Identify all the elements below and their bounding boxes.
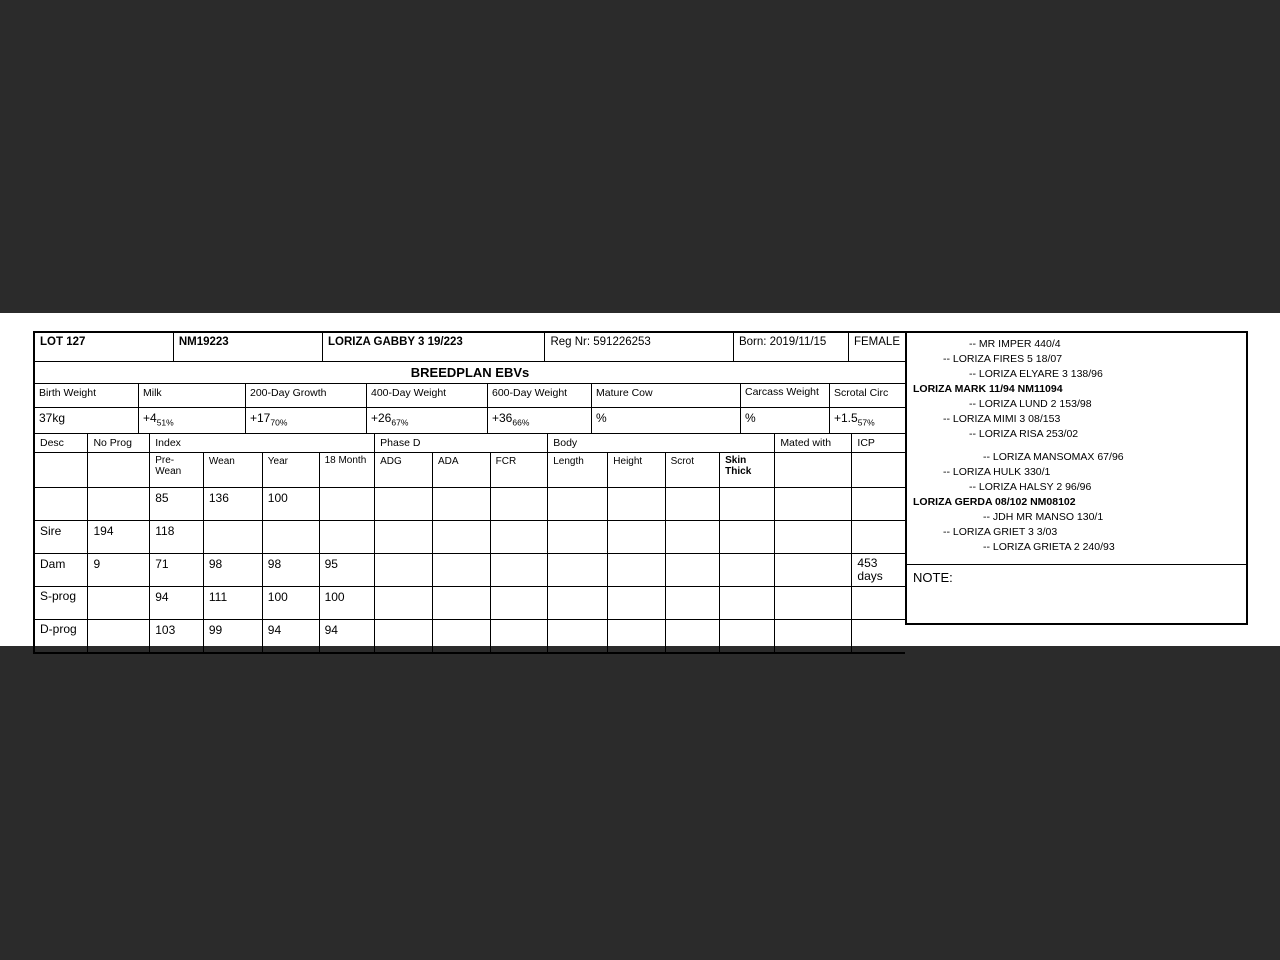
ebv-col-scrotal-circ: Scrotal Circ (830, 384, 906, 408)
row-skin-thick (720, 488, 775, 521)
row-no-prog: 194 (88, 521, 150, 554)
perf-col-year: Year (262, 453, 319, 488)
ebv-val-600-day-weight: $+36_{66\%}$ (488, 408, 592, 434)
ebv-col-birth-weight: Birth Weight (35, 384, 139, 408)
row-desc: S-prog (35, 587, 88, 620)
row-length (548, 554, 608, 587)
pedigree-line: -- LORIZA HULK 330/1 (943, 466, 1051, 478)
perf-group-header-row (35, 434, 905, 453)
pedigree-line: -- JDH MR MANSO 130/1 (983, 511, 1104, 523)
ebv-val-scrotal-circ: $+1.5_{57\%}$ (830, 408, 906, 434)
row-pre-wean: 118 (150, 521, 204, 554)
ebv-col-milk: Milk (139, 384, 246, 408)
row-year (262, 521, 319, 554)
row-skin-thick (720, 521, 775, 554)
perf-col-length: Length (548, 453, 608, 488)
animal-data-card (33, 331, 905, 654)
row-year: 94 (262, 620, 319, 653)
row-mated-with (775, 521, 852, 554)
row-scrot (665, 587, 720, 620)
birth-date: Born: 2019/11/15 (733, 333, 848, 362)
row-length (548, 521, 608, 554)
perf-col-wean: Wean (203, 453, 262, 488)
perf-col-scrot: Scrot (665, 453, 720, 488)
row-icp: 453 days (852, 554, 905, 587)
row-pre-wean: 94 (150, 587, 204, 620)
row-adg (375, 521, 433, 554)
row-no-prog: 9 (88, 554, 150, 587)
row-fcr (490, 488, 548, 521)
ebv-val-milk: $+4_{51\%}$ (139, 408, 246, 434)
row-fcr (490, 587, 548, 620)
row-year: 100 (262, 587, 319, 620)
row-18-month (319, 488, 375, 521)
row-mated-with (775, 554, 852, 587)
row-fcr (490, 620, 548, 653)
row-height (608, 587, 665, 620)
perf-col-ada: ADA (433, 453, 491, 488)
ebv-val-carcass-weight: % (741, 408, 830, 434)
row-fcr (490, 554, 548, 587)
row-wean: 111 (203, 587, 262, 620)
pedigree-line: -- LORIZA LUND 2 153/98 (969, 398, 1092, 410)
perf-col-mated-with: Mated with (775, 434, 852, 453)
perf-col-desc: Desc (35, 434, 88, 453)
row-icp (852, 620, 905, 653)
perf-col-icp: ICP (852, 434, 905, 453)
perf-group-phase-d: Phase D (375, 434, 548, 453)
ebv-val-400-day-weight: $+26_{67\%}$ (367, 408, 488, 434)
lot-number: LOT 127 (35, 333, 173, 362)
pedigree-line: -- LORIZA FIRES 5 18/07 (943, 353, 1063, 365)
row-ada (433, 620, 491, 653)
ebv-val-200-day-growth: $+17_{70\%}$ (246, 408, 367, 434)
table-row (35, 488, 905, 521)
row-pre-wean: 71 (150, 554, 204, 587)
row-scrot (665, 521, 720, 554)
row-scrot (665, 488, 720, 521)
row-wean: 99 (203, 620, 262, 653)
row-adg (375, 587, 433, 620)
ebv-value-row (35, 408, 905, 434)
sex: FEMALE (848, 333, 905, 362)
animal-id: NM19223 (173, 333, 322, 362)
ebv-col-600-day-weight: 600-Day Weight (488, 384, 592, 408)
row-desc: Sire (35, 521, 88, 554)
table-row (35, 521, 905, 554)
row-18-month (319, 521, 375, 554)
row-desc: D-prog (35, 620, 88, 653)
pedigree-panel (907, 333, 1246, 565)
row-height (608, 521, 665, 554)
row-year: 100 (262, 488, 319, 521)
ebv-val-mature-cow: % (592, 408, 741, 434)
header-table (35, 333, 905, 362)
pedigree-line: -- LORIZA MIMI 3 08/153 (943, 413, 1061, 425)
perf-group-index: Index (150, 434, 375, 453)
row-adg (375, 620, 433, 653)
row-wean: 98 (203, 554, 262, 587)
perf-sub-blank-desc (35, 453, 88, 488)
row-ada (433, 587, 491, 620)
breedplan-title: BREEDPLAN EBVs (35, 362, 905, 384)
perf-col-skin-thick: Skin Thick (720, 453, 775, 488)
pedigree-line: -- LORIZA ELYARE 3 138/96 (969, 368, 1103, 380)
row-wean (203, 521, 262, 554)
pedigree-line: -- LORIZA RISA 253/02 (969, 428, 1079, 440)
ebv-col-400-day-weight: 400-Day Weight (367, 384, 488, 408)
perf-col-no-prog: No Prog (88, 434, 150, 453)
pedigree-line: -- LORIZA MANSOMAX 67/96 (983, 451, 1124, 463)
row-icp (852, 521, 905, 554)
perf-col-pre-wean: Pre-Wean (150, 453, 204, 488)
pedigree-dam: LORIZA GERDA 08/102 NM08102 (913, 496, 1076, 508)
row-pre-wean: 85 (150, 488, 204, 521)
ebv-col-200-day-growth: 200-Day Growth (246, 384, 367, 408)
row-mated-with (775, 620, 852, 653)
header-row (35, 333, 905, 362)
row-adg (375, 488, 433, 521)
perf-sub-blank-noprog (88, 453, 150, 488)
row-icp (852, 488, 905, 521)
ebv-col-mature-cow: Mature Cow (592, 384, 741, 408)
catalog-page (0, 313, 1280, 646)
row-ada (433, 488, 491, 521)
row-desc: Dam (35, 554, 88, 587)
row-height (608, 488, 665, 521)
row-no-prog (88, 488, 150, 521)
pedigree-line: -- LORIZA HALSY 2 96/96 (969, 481, 1092, 493)
animal-sheet (33, 318, 1248, 638)
row-height (608, 554, 665, 587)
row-height (608, 620, 665, 653)
perf-col-fcr: FCR (490, 453, 548, 488)
ebv-table (35, 384, 905, 434)
row-pre-wean: 103 (150, 620, 204, 653)
row-skin-thick (720, 587, 775, 620)
perf-group-body: Body (548, 434, 775, 453)
row-ada (433, 521, 491, 554)
row-mated-with (775, 587, 852, 620)
perf-col-adg: ADG (375, 453, 433, 488)
row-skin-thick (720, 554, 775, 587)
perf-sub-blank-icp (852, 453, 905, 488)
perf-sub-blank-mated (775, 453, 852, 488)
row-18-month: 95 (319, 554, 375, 587)
pedigree-line: -- LORIZA GRIET 3 3/03 (943, 526, 1058, 538)
row-desc (35, 488, 88, 521)
row-no-prog (88, 620, 150, 653)
pedigree-line: -- LORIZA GRIETA 2 240/93 (983, 541, 1115, 553)
table-row (35, 587, 905, 620)
perf-col-18-month: 18 Month (319, 453, 375, 488)
performance-table (35, 434, 905, 652)
pedigree-card (905, 331, 1248, 625)
row-length (548, 488, 608, 521)
row-length (548, 620, 608, 653)
row-scrot (665, 554, 720, 587)
perf-sub-header-row (35, 453, 905, 488)
row-year: 98 (262, 554, 319, 587)
perf-col-height: Height (608, 453, 665, 488)
row-adg (375, 554, 433, 587)
row-skin-thick (720, 620, 775, 653)
animal-name: LORIZA GABBY 3 19/223 (322, 333, 544, 362)
row-wean: 136 (203, 488, 262, 521)
pedigree-line: -- MR IMPER 440/4 (969, 338, 1061, 350)
table-row (35, 620, 905, 653)
row-18-month: 94 (319, 620, 375, 653)
row-scrot (665, 620, 720, 653)
row-fcr (490, 521, 548, 554)
ebv-header-row (35, 384, 905, 408)
row-18-month: 100 (319, 587, 375, 620)
row-icp (852, 587, 905, 620)
ebv-val-birth-weight: 37kg (35, 408, 139, 434)
registration-number: Reg Nr: 591226253 (545, 333, 734, 362)
row-no-prog (88, 587, 150, 620)
ebv-col-carcass-weight: Carcass Weight (741, 384, 830, 408)
table-row (35, 554, 905, 587)
row-length (548, 587, 608, 620)
row-ada (433, 554, 491, 587)
pedigree-sire: LORIZA MARK 11/94 NM11094 (913, 383, 1063, 395)
note-label: NOTE: (913, 570, 953, 585)
pedigree-spacer (913, 442, 1240, 450)
row-mated-with (775, 488, 852, 521)
